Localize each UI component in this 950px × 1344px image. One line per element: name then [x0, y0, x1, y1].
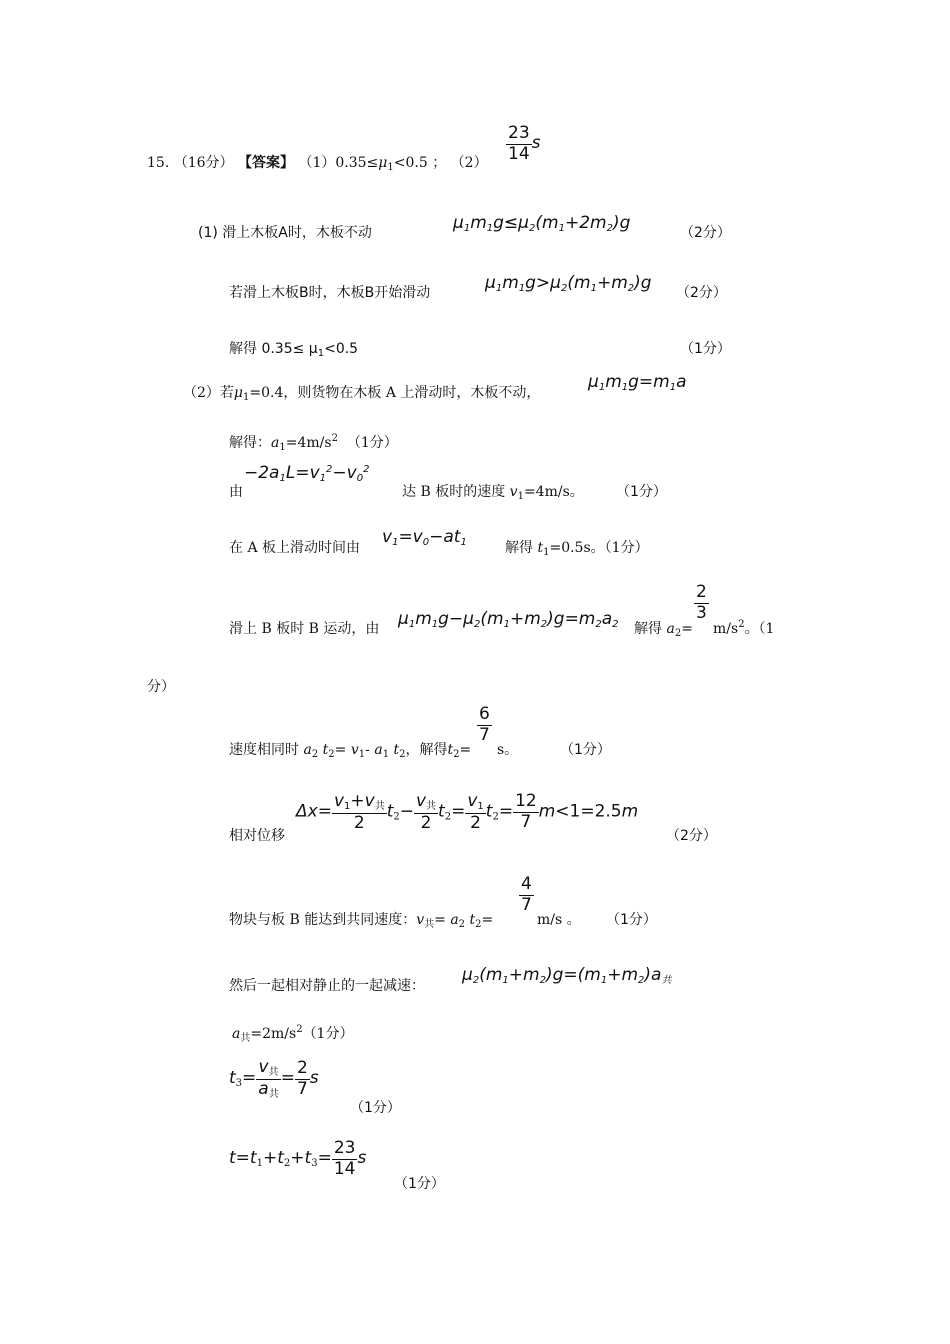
l8-fraction — [694, 583, 709, 623]
l7-result: 解得 $t_1=0.5s$。（1分） — [505, 540, 649, 558]
part1-line2: 若滑上木板B时，木板B开始滑动 — [229, 285, 431, 301]
formula-14: $t_3=$ $\frac{v_共}{a_共}$ = $\frac{2}{7}$ s — [229, 1057, 319, 1100]
part1-line3: 解得 $0.35\le \mu_1<0.5$ — [229, 341, 359, 359]
part2-line10: $a_共=2m/s^2(1$分） — [232, 1024, 354, 1044]
l9-unit: s。 — [497, 742, 519, 758]
l8-wrap: 分） — [147, 679, 175, 695]
l8-num: 2 — [696, 582, 707, 602]
answer-part1: （1）0.35≤ — [298, 155, 379, 171]
formula-15: $t=t_1+t_2+t_3=$ $\frac{23}{14}$ s — [229, 1138, 367, 1179]
score-2: （2分） — [676, 285, 727, 301]
l9-den: 7 — [479, 724, 490, 745]
formula-6: $-2a_1L=v_1^2-v_0^2$ — [244, 463, 370, 484]
formula-4: $\mu_1m_1g=m_1a$ — [588, 372, 687, 393]
score-13: （1分） — [302, 1026, 354, 1042]
l7-res: 解得 — [505, 540, 533, 556]
l3-text: 解得 0.35≤ μ — [229, 341, 318, 357]
part2-line8: 物块与板 B 能达到共同速度：$v_共= a_2$ $t_2=$ — [229, 912, 494, 930]
score-8: 。（1 — [744, 621, 775, 637]
l5-val: =4m/s — [285, 435, 332, 451]
score-1: （2分） — [680, 225, 731, 241]
ans-num: 23 — [508, 123, 530, 143]
formula-8: $\mu_1m_1g-\mu_2(m_1+m_2)g=m_2a_2$ — [398, 609, 619, 630]
formula-10: Δx= $\frac{v_1+v_共}{2}$ $t_2-$ $\frac{v_共}{2}$ $t_2=$ $\frac{v_1}{2}$ $t_2=$ $\frac{12}{7}$ m<1=2.5m — [296, 791, 639, 833]
l6-text: 达 B 板时的速度 — [402, 484, 506, 500]
score-11: （1分） — [606, 912, 657, 928]
part1-line1: (1) 滑上木板A时，木板不动 — [198, 225, 372, 241]
score-10: （2分） — [666, 828, 717, 844]
part2-line1: （2）若$\mu_1=0.4$，则货物在木板 A 上滑动时，木板不动， — [183, 385, 541, 403]
part2-line2: 解得：$a_1=4m/s^2$ （1分） — [229, 433, 398, 453]
l9-num: 6 — [479, 704, 490, 724]
l11-text: 物块与板 B 能达到共同速度： — [229, 912, 417, 928]
part2-line9: 然后一起相对静止的一起减速： — [229, 978, 425, 994]
formula-1: $\mu_1m_1g\le\mu_2(m_1+2m_2)g$ — [453, 213, 631, 234]
formula-12: $\mu_2(m_1+m_2)g=(m_1+m_2)a_共$ — [462, 965, 672, 986]
l6-val: =4m/s。 — [523, 484, 584, 500]
l8-res-a: 解得 $a_2=$ — [634, 621, 693, 639]
l4-mid: =0.4，则货物在木板 A 上滑动时，木板不动， — [249, 385, 541, 401]
answer-part2: （2） — [450, 155, 488, 171]
l13-val: =2m/s — [250, 1026, 297, 1042]
formula-2: $\mu_1m_1g>\mu_2(m_1+m_2)g$ — [485, 273, 652, 294]
l11-fraction — [519, 875, 534, 915]
mu-symbol: μ — [378, 155, 388, 171]
score-6: （1分） — [616, 484, 667, 500]
answer-fraction — [506, 124, 541, 164]
l11-den: 7 — [521, 894, 532, 915]
l3-tail: <0.5 — [324, 341, 359, 357]
l11-unit: m/s 。 — [537, 912, 581, 928]
answer-lt: <0.5 ； — [393, 155, 447, 171]
l5-text: 解得： — [229, 435, 271, 451]
answer-label: 【答案】 — [238, 155, 294, 171]
score-15: （1分） — [394, 1176, 445, 1192]
part2-line7: 相对位移 — [229, 828, 285, 844]
part2-line4: 在 A 板上滑动时间由 — [229, 540, 361, 556]
score-9: （1分） — [560, 742, 611, 758]
l9-mid: ，解得 — [405, 742, 448, 758]
l9-text: 速度相同时 — [229, 742, 299, 758]
l8-den: 3 — [696, 602, 707, 623]
problem-points: （16分） — [173, 155, 234, 171]
ans-unit: s — [531, 133, 541, 154]
problem-number: 15. — [147, 155, 170, 171]
part2-line3: 达 B 板时的速度 $v_1=4m/s$。 — [402, 484, 584, 502]
part2-line5: 滑上 B 板时 B 运动，由 — [229, 621, 380, 637]
formula-7: $v_1=v_0-at_1$ — [382, 527, 467, 548]
l8-eq: = — [681, 621, 693, 637]
score-5: （1分） — [346, 435, 398, 451]
l6-pre: 由 — [229, 484, 243, 500]
l9-fraction — [477, 705, 492, 745]
score-3: （1分） — [680, 341, 731, 357]
ans-den: 14 — [508, 143, 530, 164]
problem-header: 15. （16分） 【答案】 $(1)0.35\le\mu_1<0.5$ ； （2） — [147, 155, 488, 173]
l8-tail: $m/s^2$。（1 — [713, 619, 775, 637]
l11-num: 4 — [521, 874, 532, 894]
l4-text: （2）若 — [183, 385, 234, 401]
score-14: （1分） — [350, 1100, 401, 1116]
score-7: （1分） — [604, 540, 649, 556]
l8-unit: m/s — [713, 621, 739, 637]
l8-res: 解得 — [634, 621, 662, 637]
l7-val: =0.5s。 — [549, 540, 605, 556]
part2-line6: 速度相同时 $a_2$ $t_2= v_1-$ $a_1$ $t_2$，解得$t_2=$ — [229, 742, 472, 760]
